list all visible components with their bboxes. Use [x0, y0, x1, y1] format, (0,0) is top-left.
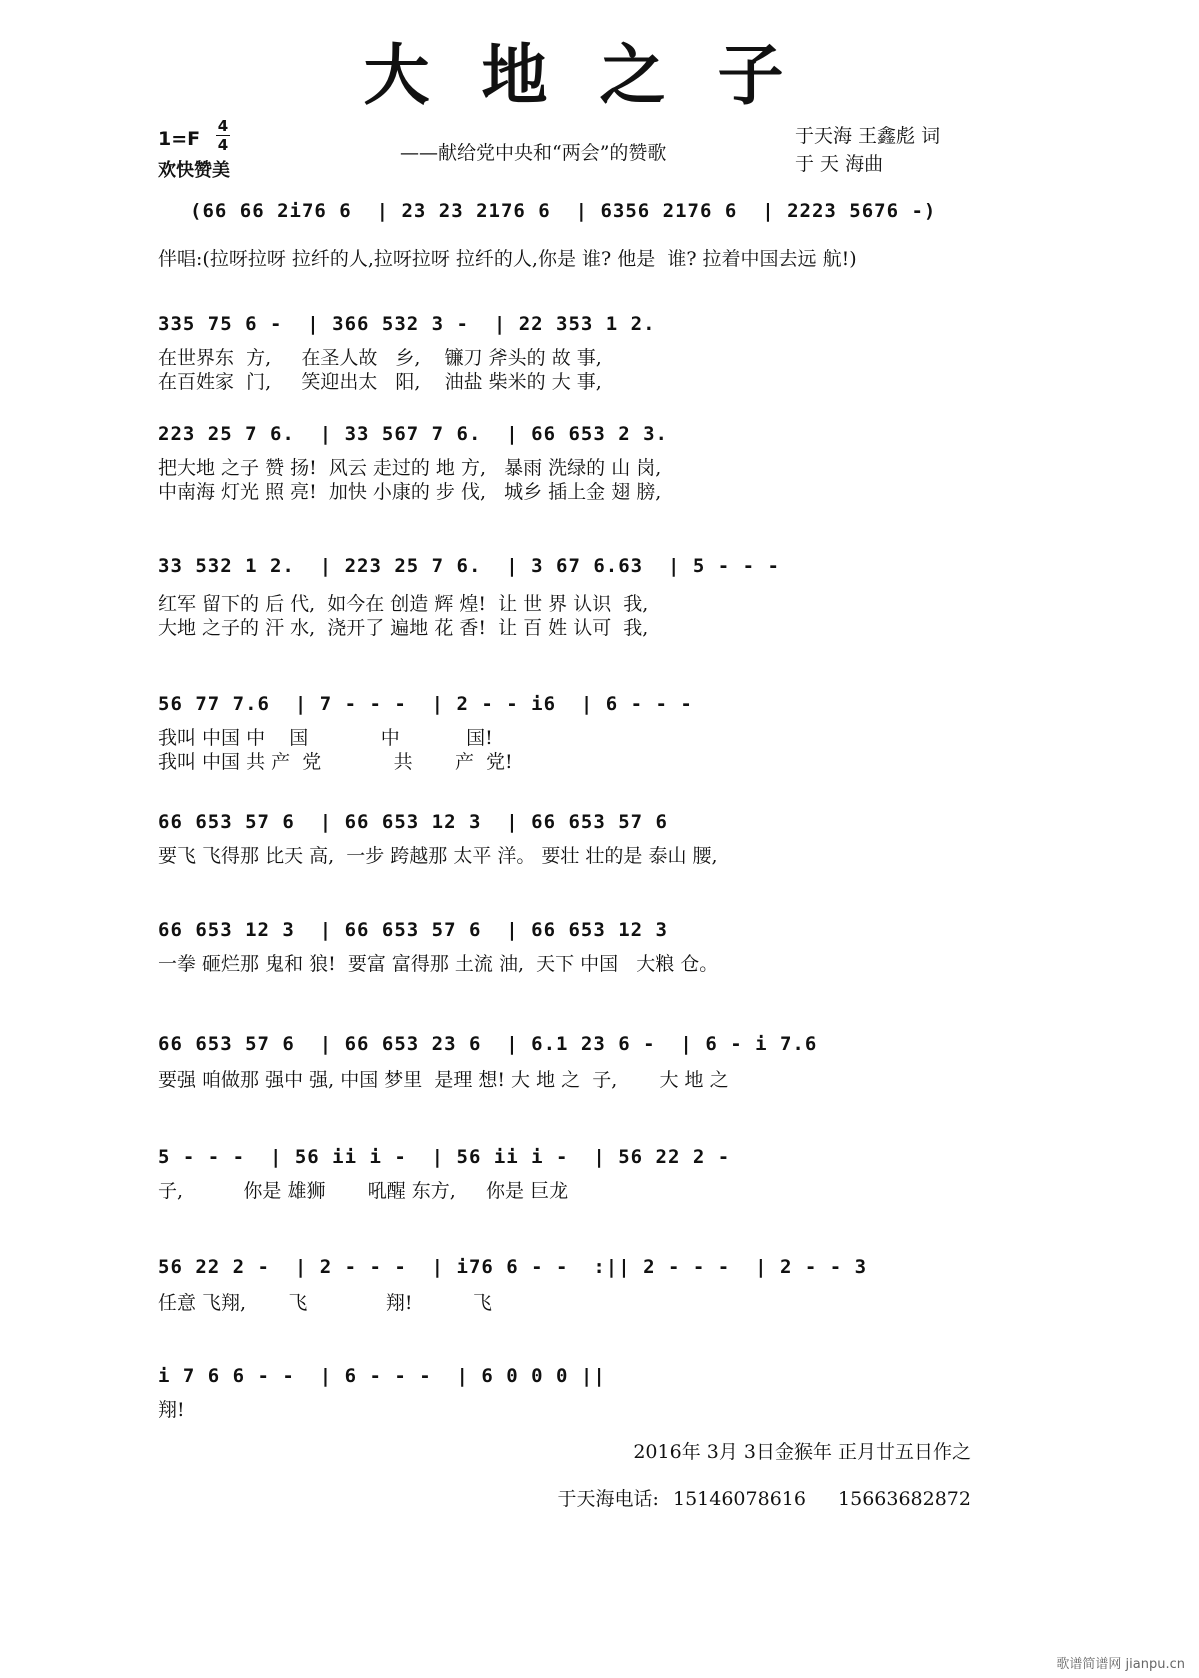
lyric-line: 要强 咱做那 强中 强, 中国 梦里 是理 想! 大 地 之 子, 大 地 之	[158, 1069, 729, 1091]
contact-line	[558, 1484, 971, 1511]
lyric-line: 大地 之子的 汗 水, 浇开了 遍地 花 香! 让 百 姓 认可 我,	[158, 617, 649, 639]
notation-line: 223 25 7 6. | 33 567 7 6. | 66 653 2 3.	[158, 423, 668, 445]
credits	[795, 122, 940, 178]
song-title: 大地之子	[363, 37, 836, 114]
watermark: 歌谱简谱网 jianpu.cn	[1056, 1657, 1185, 1672]
notation-line: 33 532 1 2. | 223 25 7 6. | 3 67 6.63 | 5 - - -	[158, 555, 780, 577]
lyric-line: 我叫 中国 中 国 中 国!	[158, 727, 493, 749]
lyric-line: 子, 你是 雄狮 吼醒 东方, 你是 巨龙	[158, 1180, 569, 1202]
lyric-line: 把大地 之子 赞 扬! 风云 走过的 地 方, 暴雨 洗绿的 山 岗,	[158, 457, 662, 479]
phone-number: 15146078616	[672, 1488, 806, 1510]
lyric-line: 在世界东 方, 在圣人故 乡, 镰刀 斧头的 故 事,	[158, 347, 602, 369]
key-signature: 1=F	[158, 128, 201, 150]
notation-line: 5 - - - | 56 ii i - | 56 ii i - | 56 22 2 -	[158, 1146, 731, 1168]
time-signature-top: 4	[217, 117, 229, 135]
contact-label: 于天海电话:	[557, 1488, 659, 1510]
notation-line: 56 22 2 - | 2 - - - | i76 6 - - :|| 2 - - - | 2 - - 3	[158, 1256, 868, 1278]
lyric-line: 在百姓家 门, 笑迎出太 阳, 油盐 柴米的 大 事,	[158, 371, 602, 393]
tempo-marking: 欢快赞美	[158, 160, 230, 181]
phone-number: 15663682872	[838, 1488, 971, 1510]
time-signature	[216, 118, 230, 153]
notation-line: 56 77 7.6 | 7 - - - | 2 - - i6 | 6 - - -	[158, 693, 693, 715]
lyric-line: 要飞 飞得那 比天 高, 一步 跨越那 太平 洋。 要壮 壮的是 泰山 腰,	[158, 845, 718, 867]
composer-credit: 于 天 海曲	[795, 153, 884, 175]
lyric-line: 我叫 中国 共 产 党 共 产 党!	[158, 751, 513, 773]
lyric-line: 翔!	[158, 1399, 185, 1421]
lyric-line: 中南海 灯光 照 亮! 加快 小康的 步 伐, 城乡 插上金 翅 膀,	[158, 481, 662, 503]
notation-line: 66 653 57 6 | 66 653 12 3 | 66 653 57 6	[158, 811, 668, 833]
notation-line: (66 66 2i76 6 | 23 23 2176 6 | 6356 2176 6 | 2223 5676 -)	[190, 200, 937, 222]
time-signature-bottom: 4	[217, 136, 229, 154]
notation-line: 66 653 12 3 | 66 653 57 6 | 66 653 12 3	[158, 919, 668, 941]
lyric-line: 任意 飞翔, 飞 翔! 飞	[158, 1292, 492, 1314]
notation-line: 66 653 57 6 | 66 653 23 6 | 6.1 23 6 - | 6 - i 7.6	[158, 1033, 818, 1055]
lyricist-credit: 于天海 王鑫彪 词	[795, 125, 941, 147]
notation-line: i 7 6 6 - - | 6 - - - | 6 0 0 0 ||	[158, 1365, 606, 1387]
lyric-line: 一拳 砸烂那 鬼和 狼! 要富 富得那 土流 油, 天下 中国 大粮 仓。	[158, 953, 719, 975]
notation-line: 335 75 6 - | 366 532 3 - | 22 353 1 2.	[158, 313, 656, 335]
lyric-line: 伴唱:(拉呀拉呀 拉纤的人,拉呀拉呀 拉纤的人,你是 谁? 他是 谁? 拉着中国去远 航!)	[158, 248, 857, 270]
lyric-line: 红军 留下的 后 代, 如今在 创造 辉 煌! 让 世 界 认识 我,	[158, 593, 649, 615]
composition-date: 2016年 3月 3日金猴年 正月廿五日作之	[633, 1441, 971, 1463]
song-subtitle: ——献给党中央和“两会”的赞歌	[400, 142, 667, 164]
